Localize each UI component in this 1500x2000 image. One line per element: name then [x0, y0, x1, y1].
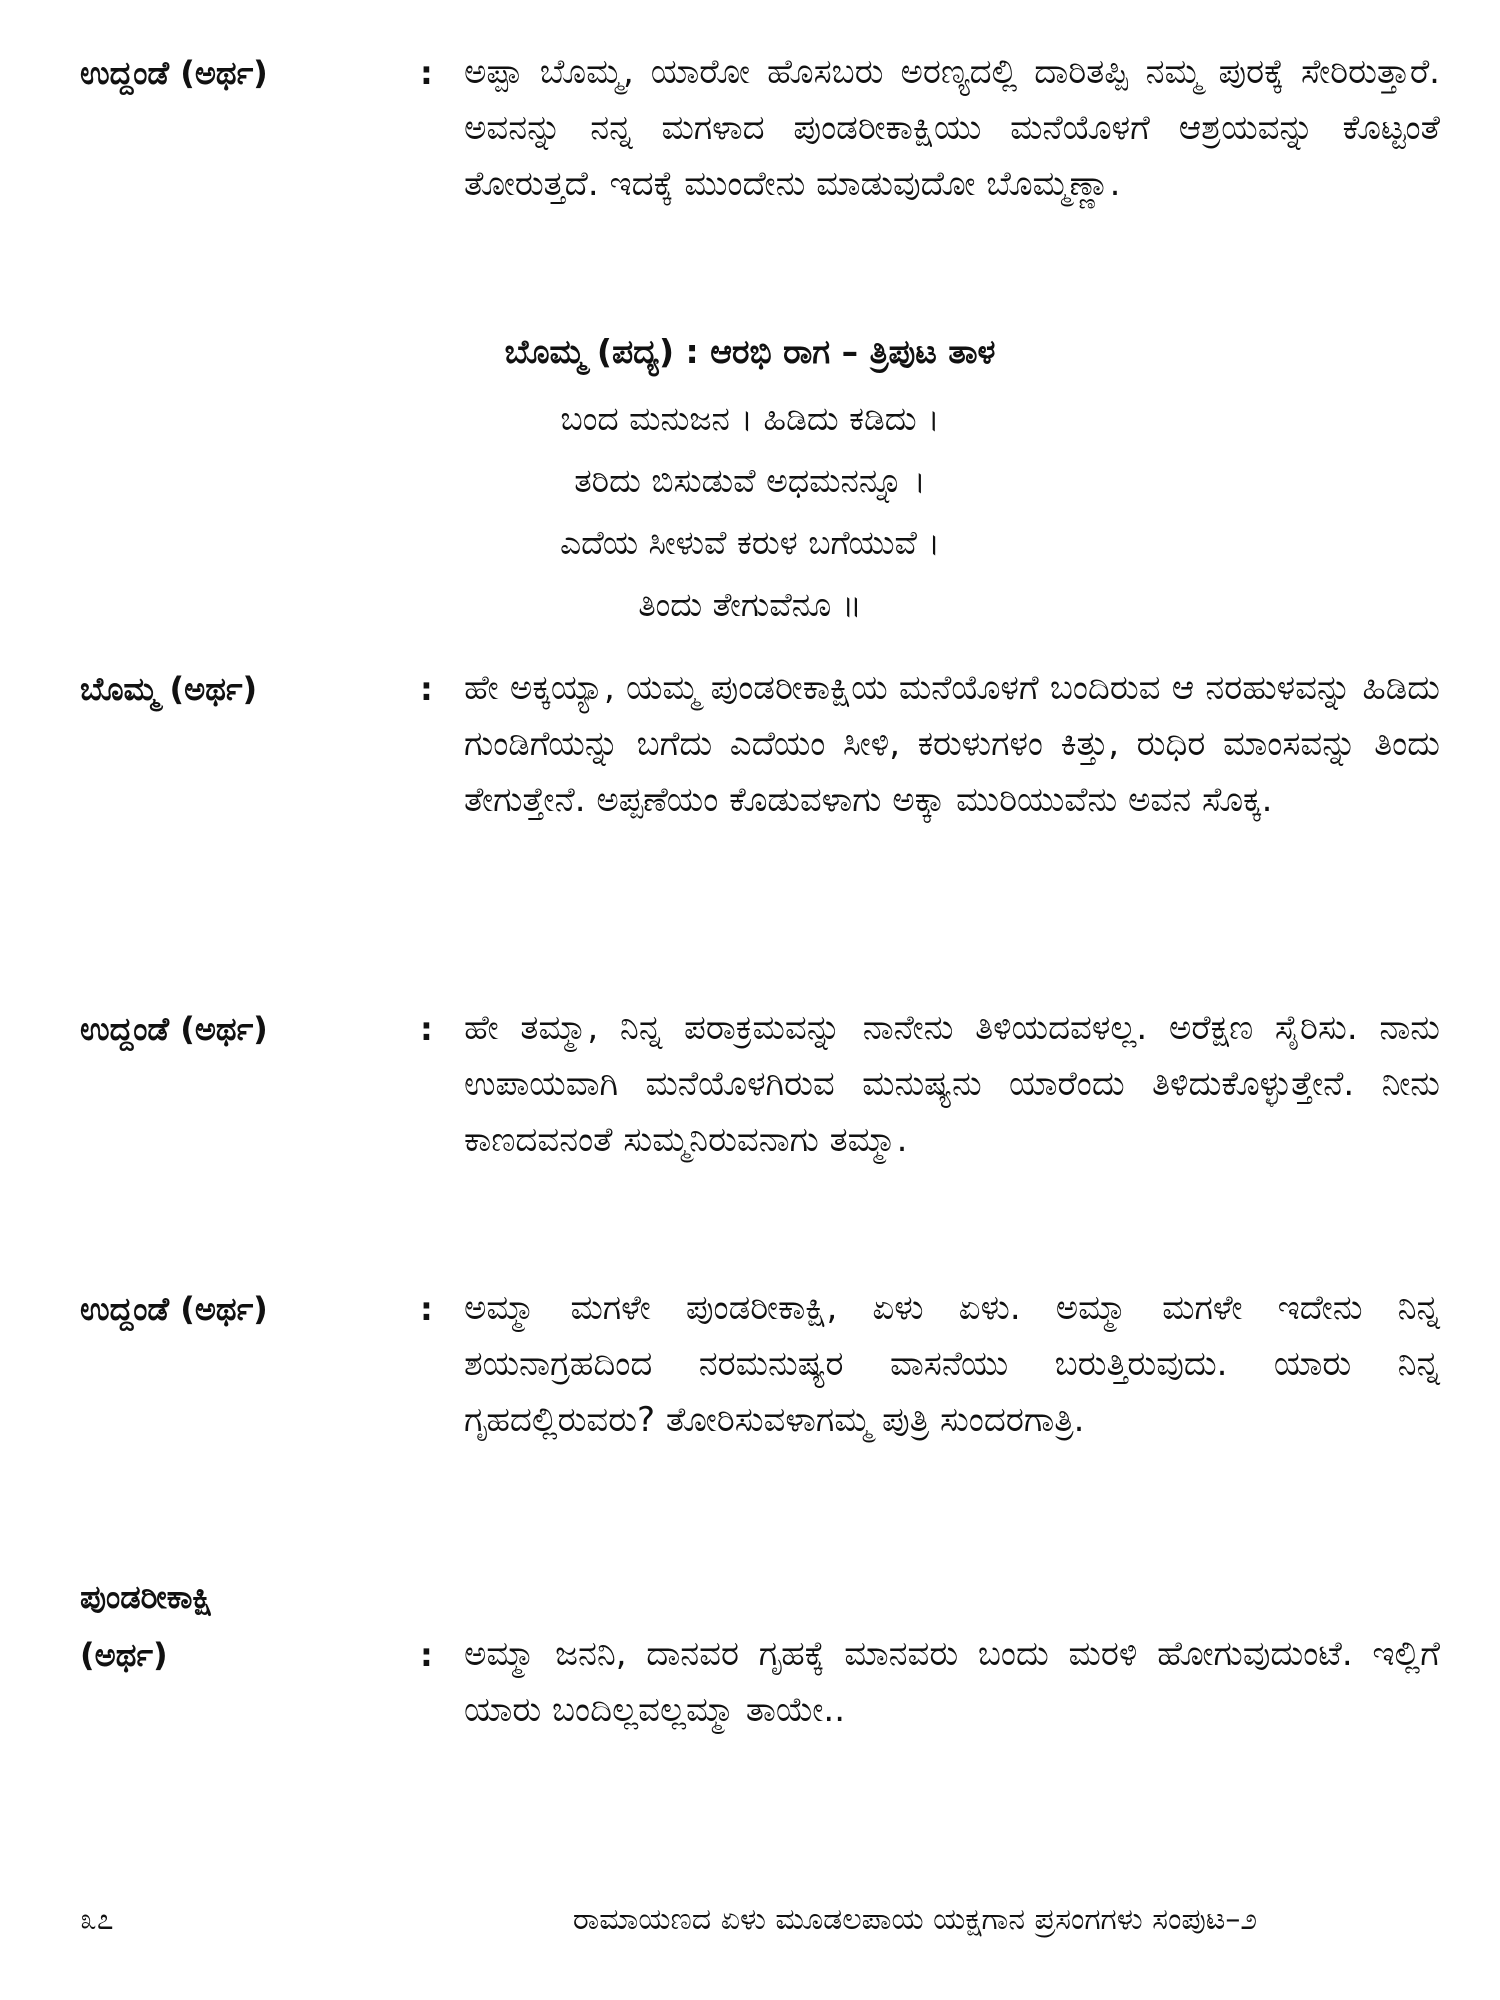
- speaker-label: ಬೊಮ್ಮ (ಅರ್ಥ): [80, 670, 258, 708]
- separator-colon: :: [420, 1290, 433, 1328]
- speech-text: ಅಪ್ಪಾ ಬೊಮ್ಮ, ಯಾರೋ ಹೊಸಬರು ಅರಣ್ಯದಲ್ಲಿ ದಾರಿತಪ್ಪಿ ನಮ್ಮ ಪುರಕ್ಕೆ ಸೇರಿರುತ್ತಾರೆ. ಅವನನ್ನು ನನ್ನ ಮಗಳಾದ ಪುಂಡರೀಕಾಕ್ಷಿಯು ಮನೆಯೊಳಗೆ ಆಶ್ರಯವನ್ನು ಕೊಟ್ಟಂತೆ ತೋರುತ್ತದೆ. ಇದಕ್ಕೆ ಮುಂದೇನು ಮಾಡುವುದೋ ಬೊಮ್ಮಣ್ಣಾ.: [464, 52, 1440, 204]
- speaker-label: [80, 1568, 420, 1684]
- speaker-name: ಪುಂಡರೀಕಾಕ್ಷಿ: [80, 1578, 213, 1616]
- page-number: ೩೭: [80, 1902, 114, 1937]
- song-line: ಬಂದ ಮನುಜನ । ಹಿಡಿದು ಕಡಿದು ।: [560, 399, 940, 438]
- page-footer: [80, 1898, 1460, 1942]
- speech-block: [80, 1000, 1460, 1168]
- song-verse: [0, 320, 1500, 636]
- song-heading: ಬೊಮ್ಮ (ಪದ್ಯ) : ಆರಭಿ ರಾಗ – ತ್ರಿಪುಟ ತಾಳ: [504, 332, 996, 371]
- speech-block: [80, 44, 1460, 212]
- speech-block: [80, 660, 1460, 828]
- song-line: ತಿಂದು ತೇಗುವೆನೂ ॥: [638, 585, 862, 624]
- separator-colon: :: [420, 1010, 433, 1048]
- running-title: ರಾಮಾಯಣದ ಏಳು ಮೂಡಲಪಾಯ ಯಕ್ಷಗಾನ ಪ್ರಸಂಗಗಳು ಸಂಪುಟ–೨: [572, 1902, 1258, 1937]
- speaker-label: ಉದ್ದಂಡೆ (ಅರ್ಥ): [80, 1010, 268, 1048]
- separator-colon: :: [420, 670, 433, 708]
- separator-colon: :: [420, 54, 433, 92]
- song-line: ತರಿದು ಬಿಸುಡುವೆ ಅಧಮನನ್ನೂ ।: [574, 461, 926, 500]
- speaker-role: (ಅರ್ಥ): [80, 1636, 168, 1674]
- speech-block: [80, 1280, 1460, 1448]
- speech-block: [80, 1568, 1460, 1738]
- song-line: ಎದೆಯ ಸೀಳುವೆ ಕರುಳ ಬಗೆಯುವೆ ।: [559, 523, 941, 562]
- speech-text: ಹೇ ಅಕ್ಕಯ್ಯಾ, ಯಮ್ಮ ಪುಂಡರೀಕಾಕ್ಷಿಯ ಮನೆಯೊಳಗೆ ಬಂದಿರುವ ಆ ನರಹುಳವನ್ನು ಹಿಡಿದು ಗುಂಡಿಗೆಯನ್ನು ಬಗೆದು ಎದೆಯಂ ಸೀಳಿ, ಕರುಳುಗಳಂ ಕಿತ್ತು, ರುಧಿರ ಮಾಂಸವನ್ನು ತಿಂದು ತೇಗುತ್ತೇನೆ. ಅಪ್ಪಣೆಯಂ ಕೊಡುವಳಾಗು ಅಕ್ಕಾ ಮುರಿಯುವೆನು ಅವನ ಸೊಕ್ಕ.: [464, 668, 1440, 820]
- speech-text: ಅಮ್ಮಾ ಮಗಳೇ ಪುಂಡರೀಕಾಕ್ಷಿ, ಏಳು ಏಳು. ಅಮ್ಮಾ ಮಗಳೇ ಇದೇನು ನಿನ್ನ ಶಯನಾಗ್ರಹದಿಂದ ನರಮನುಷ್ಯರ ವಾಸನೆಯು ಬರುತ್ತಿರುವುದು. ಯಾರು ನಿನ್ನ ಗೃಹದಲ್ಲಿರುವರು? ತೋರಿಸುವಳಾಗಮ್ಮ ಪುತ್ರಿ ಸುಂದರಗಾತ್ರಿ.: [464, 1288, 1440, 1440]
- speech-text: ಅಮ್ಮಾ ಜನನಿ, ದಾನವರ ಗೃಹಕ್ಕೆ ಮಾನವರು ಬಂದು ಮರಳಿ ಹೋಗುವುದುಂಟೆ. ಇಲ್ಲಿಗೆ ಯಾರು ಬಂದಿಲ್ಲವಲ್ಲಮ್ಮಾ ತಾಯೇ..: [464, 1634, 1440, 1730]
- separator-colon: :: [420, 1636, 433, 1674]
- speech-text: ಹೇ ತಮ್ಮಾ, ನಿನ್ನ ಪರಾಕ್ರಮವನ್ನು ನಾನೇನು ತಿಳಿಯದವಳಲ್ಲ. ಅರೆಕ್ಷಣ ಸೈರಿಸು. ನಾನು ಉಪಾಯವಾಗಿ ಮನೆಯೊಳಗಿರುವ ಮನುಷ್ಯನು ಯಾರೆಂದು ತಿಳಿದುಕೊಳ್ಳುತ್ತೇನೆ. ನೀನು ಕಾಣದವನಂತೆ ಸುಮ್ಮನಿರುವನಾಗು ತಮ್ಮಾ.: [464, 1008, 1440, 1160]
- speaker-label: ಉದ್ದಂಡೆ (ಅರ್ಥ): [80, 54, 268, 92]
- speaker-label: ಉದ್ದಂಡೆ (ಅರ್ಥ): [80, 1290, 268, 1328]
